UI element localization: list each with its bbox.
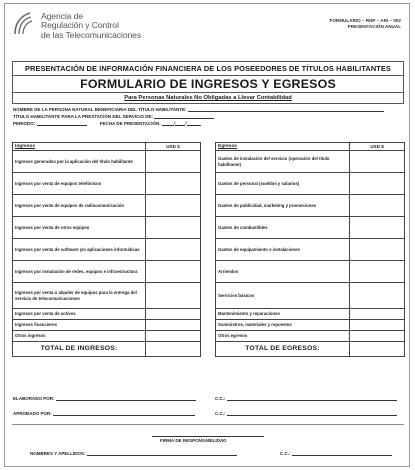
form-subtitle: Para Personas Naturales No Obligadas a Llevar Contabilidad — [124, 95, 292, 101]
amount-cell[interactable] — [349, 217, 404, 238]
amount-cell[interactable] — [145, 331, 200, 341]
total-ingresos-row — [12, 342, 201, 357]
ingresos-table — [12, 142, 201, 357]
egresos-table — [215, 142, 405, 357]
table-row — [12, 151, 201, 173]
row-label: Ingresos por venta de software y/o aplicaciones informáticas — [15, 246, 140, 252]
table-row — [215, 331, 405, 342]
title-box — [12, 61, 404, 104]
amount-cell[interactable] — [145, 151, 200, 172]
row-label: Gastos de combustibles — [218, 224, 268, 230]
signature-label: FIRMA DE RESPONSABILIDAD — [160, 438, 227, 443]
amount-cell[interactable] — [349, 151, 404, 172]
signature-line[interactable] — [152, 436, 264, 437]
row-label: Ingresos por venta o alquiler de equipos para la entrega del servicio de telecomunicaciones — [15, 290, 137, 301]
table-row — [215, 173, 405, 195]
egresos-header-row — [215, 142, 405, 151]
ingresos-currency: USD $ — [145, 143, 200, 150]
table-row — [12, 309, 201, 320]
table-row — [12, 283, 201, 309]
row-label: Ingresos por venta de equipos telefónicos — [15, 180, 102, 186]
amount-cell[interactable] — [349, 283, 404, 308]
egresos-currency: USD $ — [349, 143, 404, 150]
table-row — [12, 239, 201, 261]
title-top: PRESENTACIÓN DE INFORMACIÓN FINANCIERA DE LOS POSEEDORES DE TÍTULOS HABILITANTES — [13, 62, 403, 76]
row-label: Ingresos por venta de activos — [15, 311, 76, 317]
total-egresos-label: TOTAL DE EGRESOS: — [245, 345, 320, 353]
egresos-header: Egresos — [218, 143, 237, 149]
table-row — [215, 195, 405, 217]
ingresos-header-row — [12, 142, 201, 151]
table-row — [215, 283, 405, 309]
approved-by-field[interactable]: APROBADO POR: — [13, 411, 195, 416]
table-row — [12, 195, 201, 217]
amount-cell[interactable] — [349, 261, 404, 282]
title-field[interactable]: TÍTULO HABILITANTE PARA LA PRESTACIÓN DEL SERVICIO DE: — [13, 114, 214, 119]
section-divider — [12, 424, 404, 425]
amount-cell[interactable] — [145, 173, 200, 194]
table-row — [215, 239, 405, 261]
period-date-field[interactable]: PERIODO: FECHA DE PRESENTACIÓN: / / — [13, 121, 201, 126]
amount-cell[interactable] — [349, 239, 404, 260]
agency-name: Agencia de Regulación y Control de las Telecomunicaciones — [41, 11, 142, 40]
row-label: Ingresos por venta de otros equipos — [15, 224, 90, 230]
amount-cell[interactable] — [145, 261, 200, 282]
prepared-by-field[interactable]: ELABORADO POR: — [13, 396, 196, 401]
row-label: Servicios básicos — [218, 292, 255, 298]
total-ingresos-label: TOTAL DE INGRESOS: — [40, 345, 118, 353]
form-page — [4, 3, 410, 467]
row-label: Mantenimiento y reparaciones — [218, 311, 280, 317]
row-label: Ingresos financieros — [15, 322, 58, 328]
amount-cell[interactable] — [349, 331, 404, 341]
form-title: FORMULARIO DE INGRESOS Y EGRESOS — [13, 76, 403, 93]
row-label: Otros egresos — [218, 333, 248, 339]
row-label: Otros ingresos — [15, 333, 46, 339]
amount-cell[interactable] — [349, 320, 404, 330]
names-field[interactable]: NOMBRES Y APELLIDOS: — [30, 451, 237, 456]
total-egresos-cell[interactable] — [349, 342, 404, 356]
approved-id-field[interactable]: C.C.: — [215, 411, 397, 416]
table-row — [12, 261, 201, 283]
table-row — [12, 173, 201, 195]
amount-cell[interactable] — [145, 195, 200, 216]
row-label: Suministros, materiales y repuestos — [218, 322, 292, 328]
name-field[interactable]: NOMBRE DE LA PERSONA NATURAL BENEFICIARIA DEL TÍTULO HABILITANTE: — [13, 107, 384, 112]
table-row — [12, 331, 201, 342]
row-label: Ingresos por venta de equipos de radiocomunicación — [15, 202, 125, 208]
row-label: Gastos de equipamiento e instalaciones — [218, 246, 300, 252]
table-row — [215, 320, 405, 331]
total-ingresos-cell[interactable] — [145, 342, 200, 356]
row-label: Ingresos por instalación de redes, equipos e infraestructura — [15, 268, 138, 274]
amount-cell[interactable] — [145, 217, 200, 238]
prepared-id-field[interactable]: C.C.: — [215, 396, 397, 401]
amount-cell[interactable] — [349, 309, 404, 319]
amount-cell[interactable] — [145, 239, 200, 260]
table-row — [215, 261, 405, 283]
row-label: Gastos de publicidad, marketing y promociones — [218, 202, 317, 208]
total-egresos-row — [215, 342, 405, 357]
row-label: Gastos de instalación del servicio (operación del título habilitante) — [218, 156, 330, 167]
row-label: Ingresos generados por la aplicación del título habilitante — [15, 158, 133, 164]
table-row — [215, 309, 405, 320]
table-row — [12, 320, 201, 331]
signer-id-field[interactable]: C.C.: — [280, 451, 392, 456]
amount-cell[interactable] — [145, 283, 200, 308]
row-label: Arriendos — [218, 268, 239, 274]
amount-cell[interactable] — [145, 309, 200, 319]
table-row — [12, 217, 201, 239]
ingresos-header: Ingresos — [15, 143, 35, 149]
amount-cell[interactable] — [349, 173, 404, 194]
row-label: Gastos de personal (sueldos y salarios) — [218, 180, 300, 186]
agency-logo-icon — [12, 10, 40, 36]
amount-cell[interactable] — [349, 195, 404, 216]
amount-cell[interactable] — [145, 320, 200, 330]
table-row — [215, 151, 405, 173]
form-code: FORMULARIO – RHP – ARI – 002 PRESENTACIÓN ANUAL — [329, 18, 401, 30]
table-row — [215, 217, 405, 239]
